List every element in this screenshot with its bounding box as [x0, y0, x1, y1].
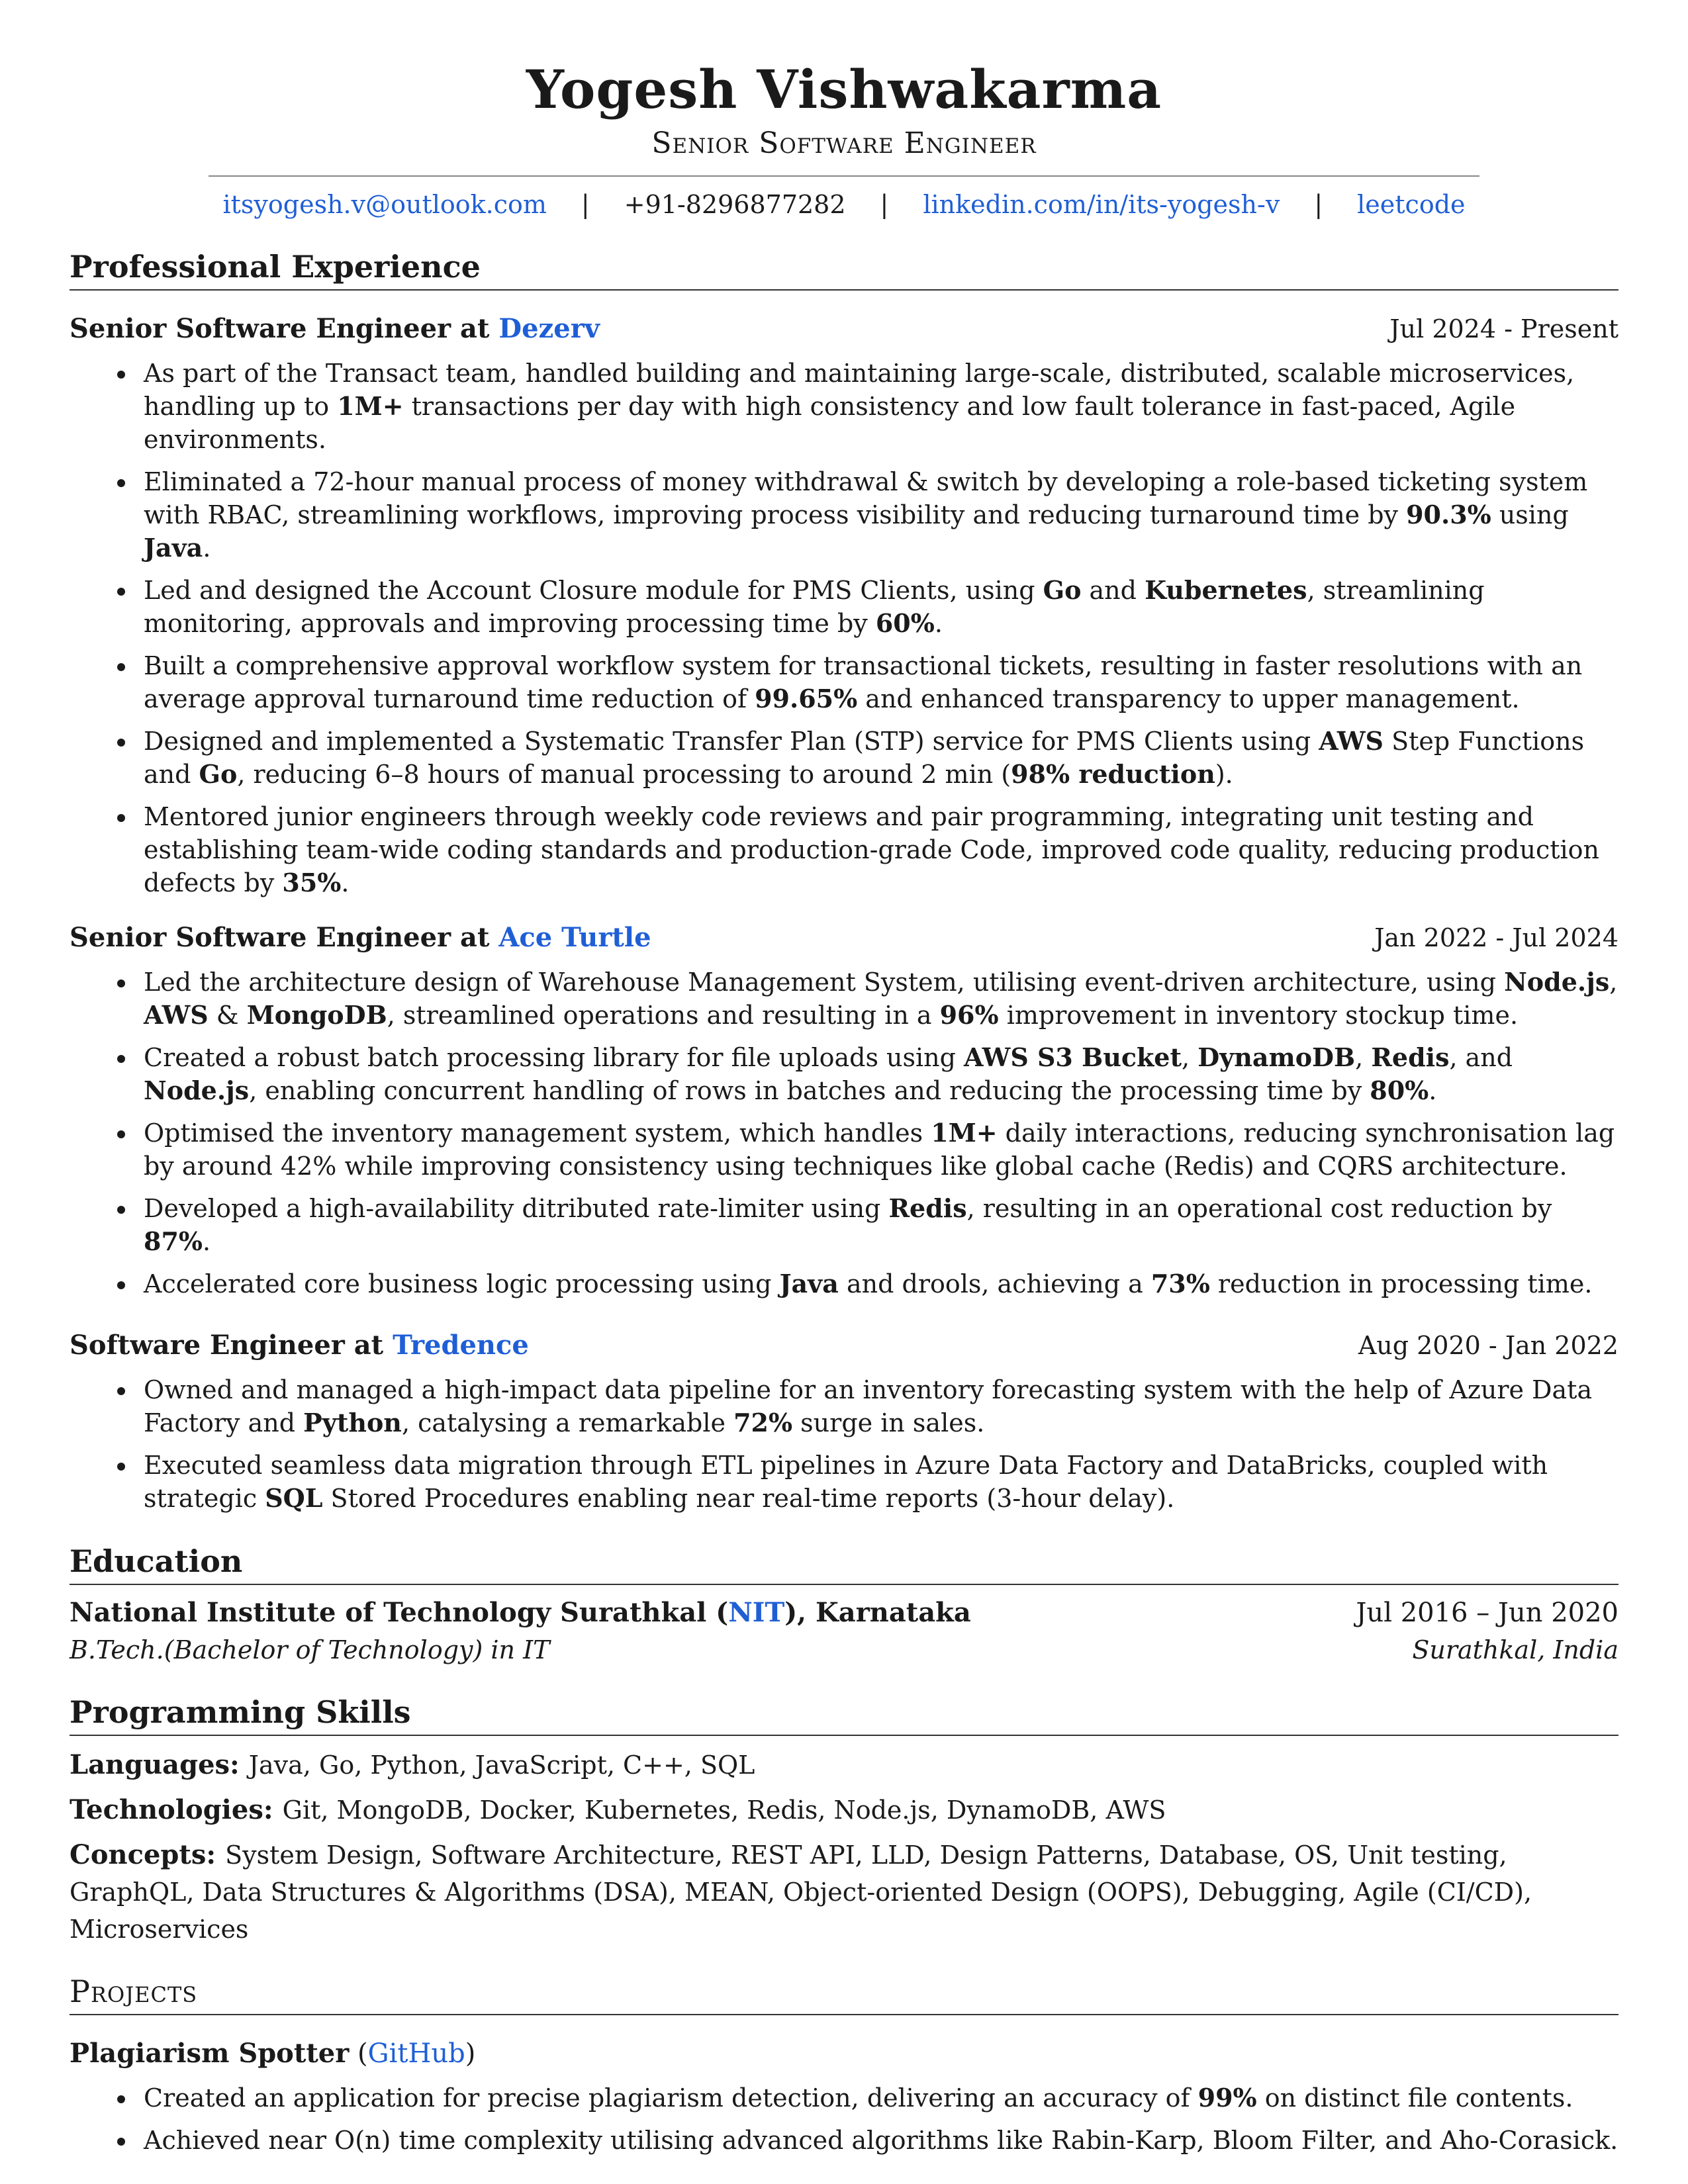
bullet-list [70, 2081, 1618, 2157]
bullet-highlight: 72% [733, 1408, 793, 1437]
bullet-text: Created a robust batch processing library for file uploads using [144, 1043, 964, 1072]
bullet-text: & [208, 1001, 247, 1030]
bullet-text: and enhanced transparency to upper management. [857, 684, 1520, 713]
bullet-text: and [1081, 576, 1145, 605]
job-date: Aug 2020 - Jan 2022 [1358, 1331, 1618, 1360]
contact-separator: | [1314, 190, 1323, 219]
job-entry [70, 310, 1618, 899]
job-entry [70, 919, 1618, 1300]
bullet-item [70, 1192, 1618, 1258]
bullet-text: , [1609, 968, 1618, 997]
bullet-text: , catalysing a remarkable [401, 1408, 734, 1437]
bullet-text: Created an application for precise plagiarism detection, delivering an accuracy of [144, 2083, 1198, 2113]
bullet-highlight: 1M+ [931, 1118, 998, 1148]
bullet-dot-icon [117, 1281, 125, 1289]
bullet-text: . [203, 533, 211, 563]
skills-concepts-label: Concepts: [70, 1839, 216, 1870]
company-link[interactable]: Tredence [393, 1330, 529, 1361]
bullet-text: As part of the Transact team, handled building and maintaining large-scale, distributed, scalable microservices, handling up to [144, 359, 1575, 421]
bullet-highlight: 1M+ [337, 391, 404, 421]
education-date: Jul 2016 – Jun 2020 [1356, 1598, 1618, 1628]
bullet-dot-icon [117, 2095, 125, 2103]
bullet-text: Developed a high-availability ditributed rate-limiter using [144, 1194, 889, 1223]
education-sub-row [70, 1631, 1618, 1668]
job-date: Jul 2024 - Present [1389, 314, 1618, 343]
bullet-text: Achieved near O(n) time complexity utilising advanced algorithms like Rabin-Karp, Bloom Filter, and Aho-Corasick. [144, 2126, 1618, 2155]
job-role: Senior Software Engineer at [70, 922, 499, 953]
job-header [70, 310, 1618, 347]
candidate-name: Yogesh Vishwakarma [526, 58, 1162, 120]
bullet-highlight: 73% [1150, 1269, 1210, 1298]
bullet-text: , [1182, 1043, 1198, 1072]
bullet-highlight: 96% [939, 1000, 999, 1030]
skills-heading: Programming Skills [70, 1692, 1618, 1736]
bullet-dot-icon [117, 814, 125, 822]
bullet-dot-icon [117, 739, 125, 747]
bullet-text: , streamlined operations and resulting in a [387, 1001, 940, 1030]
bullet-text: Accelerated core business logic processing using [144, 1269, 780, 1298]
education-location: Surathkal, India [1412, 1635, 1618, 1664]
company-link[interactable]: Dezerv [498, 313, 600, 344]
bullet-highlight: 87% [144, 1226, 203, 1256]
bullet-text: Led the architecture design of Warehouse Management System, utilising event-driven architecture, using [144, 968, 1505, 997]
bullet-item [70, 2081, 1618, 2115]
bullet-item [70, 357, 1618, 456]
bullet-highlight: 80% [1370, 1075, 1429, 1105]
bullet-text: Executed seamless data migration through ETL pipelines in Azure Data Factory and DataBricks, coupled with strategic [144, 1451, 1548, 1513]
bullet-text: . [341, 868, 350, 897]
education-heading: Education [70, 1541, 1618, 1585]
bullet-list [70, 1373, 1618, 1515]
skills-concepts-value: System Design, Software Architecture, REST API, LLD, Design Patterns, Database, OS, Unit testing, GraphQL, Data Structures & Algorithms (DSA), MEAN, Object-oriented Design (OOPS), Debugging, Agile (CI/CD), Microservices [70, 1841, 1532, 1944]
bullet-dot-icon [117, 1463, 125, 1471]
education-main-row [70, 1594, 1618, 1631]
job-header [70, 919, 1618, 956]
resume-page [70, 50, 1618, 2157]
bullet-dot-icon [117, 979, 125, 987]
bullet-text: Built a comprehensive approval workflow system for transactional tickets, resulting in faster resolutions with an average approval turnaround time reduction of [144, 651, 1583, 713]
bullet-item [70, 2124, 1618, 2157]
skills-languages [70, 1747, 1618, 1784]
bullet-item [70, 574, 1618, 640]
bullet-text: . [934, 609, 943, 638]
bullet-highlight: 99.65% [755, 684, 858, 713]
leetcode-link[interactable]: leetcode [1357, 190, 1466, 219]
skills-technologies [70, 1792, 1618, 1829]
bullet-text: using [1491, 500, 1569, 529]
bullet-dot-icon [117, 1387, 125, 1395]
skills-technologies-value: Git, MongoDB, Docker, Kubernetes, Redis, Node.js, DynamoDB, AWS [282, 1796, 1166, 1825]
project-paren-open: ( [349, 2038, 368, 2069]
bullet-dot-icon [117, 371, 125, 379]
bullet-highlight: MongoDB [246, 1000, 387, 1030]
bullet-highlight: 90.3% [1406, 500, 1491, 529]
bullet-dot-icon [117, 1206, 125, 1214]
school-name [70, 1594, 971, 1631]
candidate-title: Senior Software Engineer [651, 126, 1037, 160]
job-title [70, 919, 651, 956]
skills-languages-label: Languages: [70, 1749, 240, 1780]
job-date: Jan 2022 - Jul 2024 [1374, 923, 1618, 952]
bullet-dot-icon [117, 663, 125, 671]
bullet-text: , streamlining monitoring, approvals and improving processing time by [144, 576, 1485, 638]
bullet-text: Optimised the inventory management system, which handles [144, 1118, 931, 1148]
bullet-highlight: Java [779, 1269, 839, 1298]
bullet-dot-icon [117, 1130, 125, 1138]
bullet-text: Stored Procedures enabling near real-time reports (3-hour delay). [322, 1484, 1175, 1513]
job-title [70, 310, 600, 347]
bullet-item [70, 725, 1618, 791]
bullet-highlight: SQL [265, 1483, 323, 1513]
bullet-text: transactions per day with high consistency and low fault tolerance in fast-paced, Agile environments. [144, 392, 1516, 454]
school-name-suffix: ), Karnataka [784, 1597, 971, 1628]
job-role: Senior Software Engineer at [70, 313, 499, 344]
bullet-text: , reducing 6–8 hours of manual processing to around 2 min ( [237, 760, 1011, 789]
projects-list [70, 2035, 1618, 2157]
degree: B.Tech.(Bachelor of Technology) in IT [70, 1635, 550, 1664]
linkedin-link[interactable]: linkedin.com/in/its-yogesh-v [923, 190, 1280, 219]
bullet-dot-icon [117, 2138, 125, 2146]
bullet-highlight: 98% reduction [1011, 759, 1215, 789]
contact-separator: | [880, 190, 889, 219]
bullet-highlight: Java [144, 533, 203, 563]
bullet-text: reduction in processing time. [1209, 1269, 1593, 1298]
bullet-highlight: Kubernetes [1145, 575, 1307, 605]
skills-technologies-label: Technologies: [70, 1794, 273, 1825]
bullet-text: , enabling concurrent handling of rows in batches and reducing the processing time by [249, 1076, 1370, 1105]
bullet-dot-icon [117, 479, 125, 487]
bullet-item [70, 1041, 1618, 1107]
school-name-prefix: National Institute of Technology Surathkal ( [70, 1597, 729, 1628]
bullet-text: . [203, 1227, 211, 1256]
phone-number: +91-8296877282 [624, 190, 846, 219]
bullet-highlight: Go [199, 759, 238, 789]
bullet-item [70, 1116, 1618, 1183]
company-link[interactable]: Ace Turtle [498, 922, 651, 953]
bullet-highlight: Redis [1371, 1042, 1450, 1072]
bullet-text: daily interactions, reducing synchronisation lag by around 42% while improving consistency using techniques like global cache (Redis) and CQRS architecture. [144, 1118, 1615, 1181]
bullet-highlight: Redis [888, 1193, 967, 1223]
job-role: Software Engineer at [70, 1330, 393, 1361]
bullet-text: surge in sales. [792, 1408, 985, 1437]
bullet-text: Mentored junior engineers through weekly code reviews and pair programming, integrating unit testing and establishing team-wide coding standards and production-grade Code, improved code quality, reducing production defects by [144, 802, 1600, 897]
bullet-text: and drools, achieving a [838, 1269, 1151, 1298]
projects-heading: Projects [70, 1972, 1618, 2015]
bullet-dot-icon [117, 588, 125, 596]
bullet-highlight: Node.js [1504, 967, 1610, 997]
experience-list [70, 310, 1618, 1515]
bullet-dot-icon [117, 1055, 125, 1063]
bullet-text: Designed and implemented a Systematic Transfer Plan (STP) service for PMS Clients using [144, 727, 1319, 756]
bullet-text: Led and designed the Account Closure module for PMS Clients, using [144, 576, 1043, 605]
bullet-text: , and [1449, 1043, 1513, 1072]
email-link[interactable]: itsyogesh.v@outlook.com [222, 190, 547, 219]
bullet-item [70, 465, 1618, 565]
bullet-list [70, 966, 1618, 1300]
bullet-highlight: 60% [875, 608, 935, 638]
bullet-highlight: 99% [1197, 2083, 1257, 2113]
job-header [70, 1327, 1618, 1364]
bullet-highlight: Go [1043, 575, 1082, 605]
bullet-text: , resulting in an operational cost reduction by [966, 1194, 1552, 1223]
bullet-item [70, 1373, 1618, 1439]
bullet-highlight: AWS [144, 1000, 209, 1030]
skills-concepts [70, 1837, 1618, 1948]
bullet-item [70, 1267, 1618, 1300]
bullet-item [70, 800, 1618, 899]
bullet-text: . [1429, 1076, 1437, 1105]
header-divider [209, 175, 1479, 177]
bullet-text: ). [1215, 760, 1233, 789]
bullet-item [70, 649, 1618, 715]
skills-languages-value: Java, Go, Python, JavaScript, C++, SQL [248, 1751, 755, 1780]
education-entry [70, 1594, 1618, 1668]
bullet-highlight: 35% [282, 868, 342, 897]
bullet-text: on distinct file contents. [1256, 2083, 1573, 2113]
job-entry [70, 1327, 1618, 1515]
project-entry [70, 2035, 1618, 2157]
bullet-text: Owned and managed a high-impact data pipeline for an inventory forecasting system with the help of Azure Data Factory and [144, 1375, 1593, 1437]
project-name: Plagiarism Spotter [70, 2038, 350, 2069]
project-paren-close: ) [465, 2038, 476, 2069]
bullet-text: Step Functions and [144, 727, 1585, 789]
bullet-list [70, 357, 1618, 899]
bullet-highlight: Python [303, 1408, 402, 1437]
contact-line [70, 186, 1618, 223]
bullet-highlight: DynamoDB [1197, 1042, 1356, 1072]
project-header [70, 2035, 1618, 2072]
school-abbr-link[interactable]: NIT [728, 1597, 785, 1628]
bullet-item [70, 1449, 1618, 1515]
project-github-link[interactable]: GitHub [367, 2038, 465, 2069]
bullet-text: Eliminated a 72-hour manual process of money withdrawal & switch by developing a role-based ticketing system with RBAC, streamlining workflows, improving process visibility and reducing turnaround time by [144, 467, 1588, 529]
bullet-highlight: Node.js [144, 1075, 250, 1105]
bullet-highlight: AWS S3 Bucket [964, 1042, 1182, 1072]
bullet-highlight: AWS [1319, 726, 1383, 756]
bullet-item [70, 966, 1618, 1032]
experience-heading: Professional Experience [70, 247, 1618, 291]
bullet-text: , [1355, 1043, 1372, 1072]
job-title [70, 1327, 529, 1364]
contact-separator: | [581, 190, 590, 219]
bullet-text: improvement in inventory stockup time. [998, 1001, 1519, 1030]
